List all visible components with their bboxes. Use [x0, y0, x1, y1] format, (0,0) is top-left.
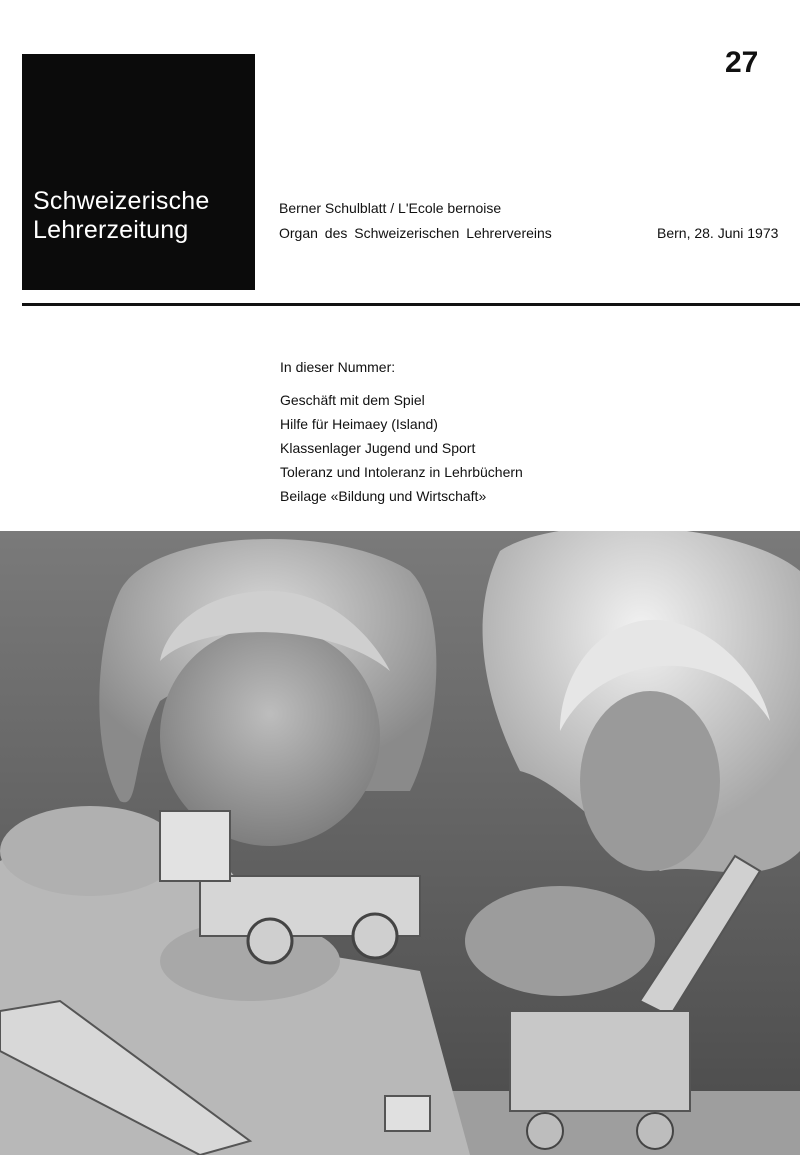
contents-item: Beilage «Bildung und Wirtschaft»: [280, 488, 487, 504]
issue-number: 27: [725, 46, 759, 79]
masthead-title: [33, 187, 209, 245]
subtitle: Berner Schulblatt / L'Ecole bernoise: [279, 200, 502, 216]
contents-item: Toleranz und Intoleranz in Lehrbüchern: [280, 464, 523, 480]
contents-item: Geschäft mit dem Spiel: [280, 392, 425, 408]
table-of-contents: [280, 359, 523, 508]
contents-item: Klassenlager Jugend und Sport: [280, 440, 476, 456]
issue-date: Bern, 28. Juni 1973: [657, 225, 779, 241]
organ-line: Organ des Schweizerischen Lehrervereins: [279, 225, 552, 241]
masthead-logo: [22, 54, 255, 290]
contents-item: Hilfe für Heimaey (Island): [280, 416, 438, 432]
header-divider: [22, 303, 800, 306]
title-line-2: Lehrerzeitung: [33, 216, 189, 244]
title-line-1: Schweizerische: [33, 187, 210, 215]
contents-heading: In dieser Nummer:: [280, 359, 396, 375]
cover-photo: [0, 531, 800, 1155]
